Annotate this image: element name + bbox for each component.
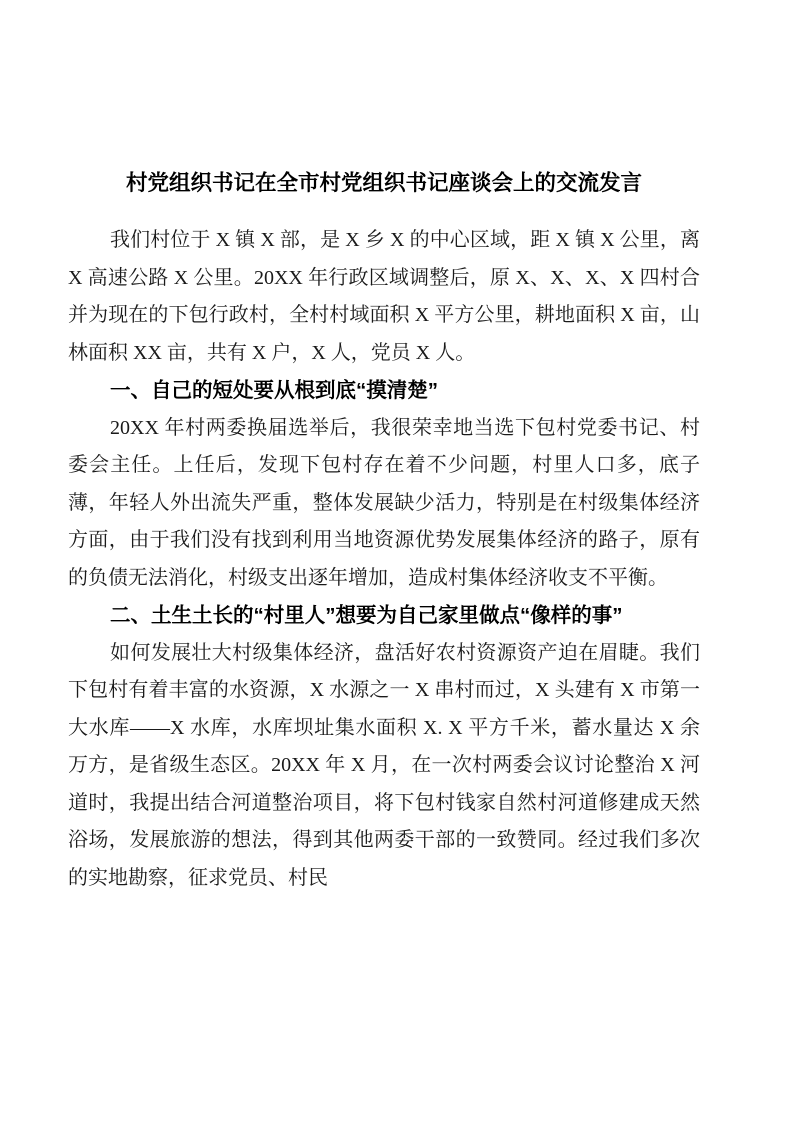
section-heading-2: 二、土生土长的“村里人”想要为自己家里做点“像样的事”	[110, 604, 623, 627]
paragraph-intro: 我们村位于 X 镇 X 部，是 X 乡 X 的中心区域，距 X 镇 X 公里，离 X 高速公路 X 公里。20XX 年行政区域调整后，原 X、X、X、X 四村合并为现在的下包行政村，全村村域面积 X 平方公里，耕地面积 X 亩，山林面积 XX 亩，共有 X 户，X 人，党员 X 人。	[68, 229, 700, 364]
section-heading-1: 一、自己的短处要从根到底“摸清楚”	[110, 379, 439, 402]
paragraph-section-1: 20XX 年村两委换届选举后，我很荣幸地当选下包村党委书记、村委会主任。上任后，发现下包村存在着不少问题，村里人口多，底子薄，年轻人外出流失严重，整体发展缺少活力，特别是在村级集体经济方面，由于我们没有找到利用当地资源优势发展集体经济的路子，原有的负债无法消化，村级支出逐年增加，造成村集体经济收支不平衡。	[68, 416, 700, 589]
document-title: 村党组织书记在全市村党组织书记座谈会上的交流发言	[125, 171, 642, 195]
paragraph-section-2: 如何发展壮大村级集体经济，盘活好农村资源资产迫在眉睫。我们下包村有着丰富的水资源，X 水源之一 X 串村而过，X 头建有 X 市第一大水库——X 水库，水库坝址集水面积 X. X 平方千米，蓄水量达 X 余万方，是省级生态区。20XX 年 X 月，在一次村两委会议讨论整治 X 河道时，我提出结合河道整治项目，将下包村钱家自然村河道修建成天然浴场，发展旅游的想法，得到其他两委干部的一致赞同。经过我们多次的实地勘察，征求党员、村民	[68, 641, 700, 889]
